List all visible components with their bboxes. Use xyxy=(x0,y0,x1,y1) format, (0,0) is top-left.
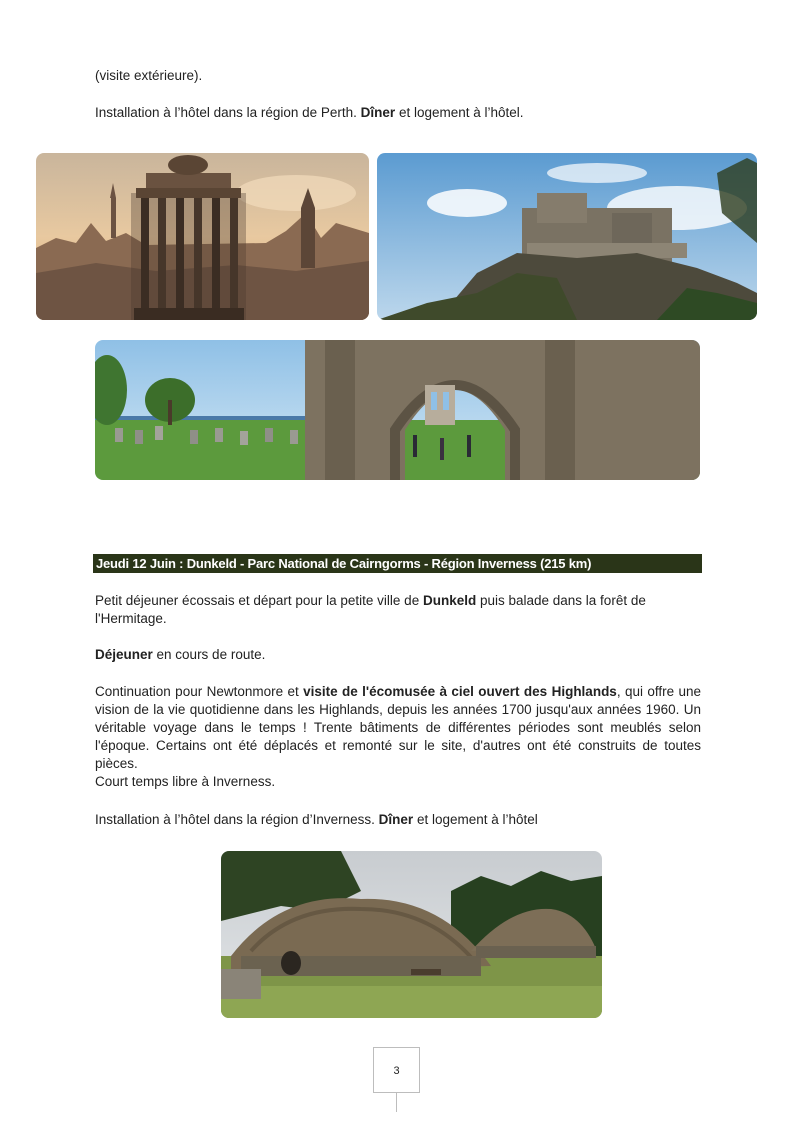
day-paragraph-museum xyxy=(95,683,701,773)
day-p3-text-2: , qui offre une vision de la vie quotidienne dans les Highlands, depuis les années 1700 jusqu'aux années 1960. Un véritable voyage dans le temps ! Trente bâtiments de différentes périodes sont meublés selon l'époque. Certains ont été déplacés et remonté sur le site, d'autres ont été construits de toutes pièces. xyxy=(95,684,702,771)
day-p5-text-1: Installation à l’hôtel dans la région d’Inverness. xyxy=(95,812,379,827)
day-paragraph-lunch xyxy=(95,646,701,664)
intro-hotel-text-2: et logement à l’hôtel. xyxy=(395,105,524,120)
photo-edinburgh-castle xyxy=(377,153,757,320)
photo-st-andrews-ruins xyxy=(95,340,700,480)
intro-hotel-paragraph xyxy=(95,104,701,122)
day-paragraph-free-time: Court temps libre à Inverness. xyxy=(95,774,276,789)
photo-highland-folk-museum xyxy=(221,851,602,1018)
intro-hotel-text-1: Installation à l’hôtel dans la région de Perth. xyxy=(95,105,361,120)
day-paragraph-hotel xyxy=(95,811,701,829)
day-p2-text: en cours de route. xyxy=(152,647,266,662)
day-p1-dunkeld: Dunkeld xyxy=(422,593,477,608)
day-paragraph-morning xyxy=(95,592,701,628)
day-header: Jeudi 12 Juin : Dunkeld - Parc National de Cairngorms - Région Inverness (215 km) xyxy=(93,554,702,573)
day-p3-text-1: Continuation pour Newtonmore et xyxy=(95,684,304,699)
day-p5-text-2: et logement à l’hôtel xyxy=(413,812,538,827)
page-number-line xyxy=(396,1093,397,1112)
day-p5-dinner: Dîner xyxy=(378,812,414,827)
day-p2-lunch: Déjeuner xyxy=(95,647,153,662)
intro-hotel-dinner: Dîner xyxy=(360,105,396,120)
intro-line: (visite extérieure). xyxy=(95,68,203,83)
day-p3-museum: visite de l'écomusée à ciel ouvert des Highlands xyxy=(303,684,617,699)
page-number: 3 xyxy=(393,1065,400,1077)
page-number-box xyxy=(373,1047,420,1093)
day-p1-text-1: Petit déjeuner écossais et départ pour la petite ville de xyxy=(95,593,423,608)
day-p1-text-2: puis balade dans la forêt de l'Hermitage. xyxy=(95,593,646,626)
photo-edinburgh-monument xyxy=(36,153,369,320)
